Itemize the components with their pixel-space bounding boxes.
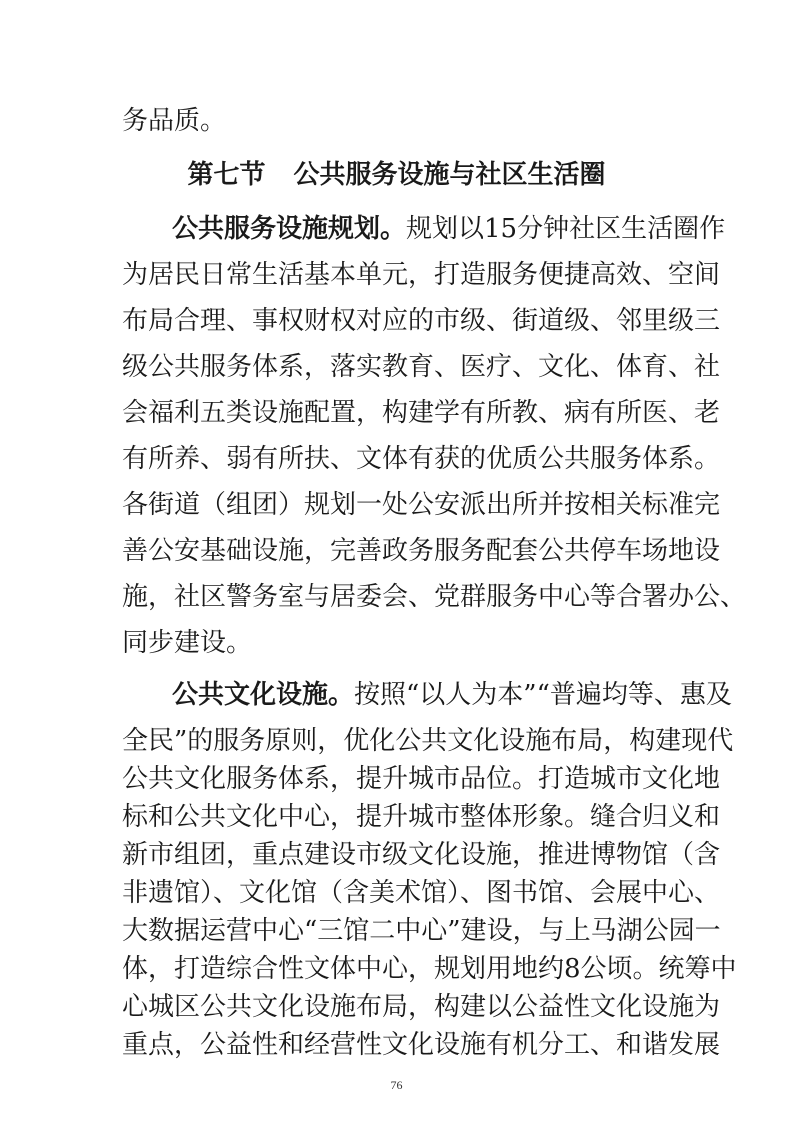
line-text: 布局合理、事权财权对应的市级、街道级、邻里级三 bbox=[122, 306, 721, 336]
text-line bbox=[122, 802, 721, 832]
text-line bbox=[122, 582, 747, 612]
text-line bbox=[122, 398, 721, 428]
line-text: 为居民日常生活基本单元，打造服务便捷高效、空间 bbox=[122, 260, 721, 290]
paragraph-lead: 公共服务设施规划。 bbox=[172, 214, 407, 244]
text-line bbox=[122, 954, 737, 984]
text-line bbox=[122, 764, 721, 794]
line-text: 善公安基础设施，完善政务服务配套公共停车场地设 bbox=[122, 536, 721, 566]
line-text: 级公共服务体系，落实教育、医疗、文化、体育、社 bbox=[122, 352, 721, 382]
text-line bbox=[122, 260, 721, 290]
section-title: 公共服务设施与社区生活圈 bbox=[293, 160, 606, 190]
line-text: 有所养、弱有所扶、文体有获的优质公共服务体系。 bbox=[122, 444, 721, 474]
line-text: 非遗馆）、文化馆（含美术馆）、图书馆、会展中心、 bbox=[122, 878, 721, 908]
line-text: 会福利五类设施配置，构建学有所教、病有所医、老 bbox=[122, 398, 721, 428]
section-heading bbox=[0, 160, 793, 190]
line-text: 标和公共文化中心，提升城市整体形象。缝合归义和 bbox=[122, 802, 721, 832]
text-line bbox=[122, 726, 734, 756]
text-line bbox=[122, 536, 721, 566]
line-text: 公共文化服务体系，提升城市品位。打造城市文化地 bbox=[122, 764, 721, 794]
text-line bbox=[122, 878, 721, 908]
paragraph-first-line bbox=[172, 214, 726, 244]
paragraph-first-line bbox=[172, 680, 732, 710]
paragraph-lead: 公共文化设施。 bbox=[172, 680, 355, 710]
text-line bbox=[122, 992, 721, 1022]
text-line bbox=[122, 106, 672, 136]
line-text: 按照“以人为本”“普遍均等、惠及 bbox=[354, 680, 732, 710]
text-line bbox=[122, 490, 721, 520]
line-text: 大数据运营中心“三馆二中心”建设，与上马湖公园一 bbox=[122, 916, 721, 946]
line-text: 心城区公共文化设施布局，构建以公益性文化设施为 bbox=[122, 992, 721, 1022]
section-number: 第七节 bbox=[187, 160, 266, 190]
text-line bbox=[122, 916, 721, 946]
text-line bbox=[122, 628, 672, 658]
line-text: 全民”的服务原则，优化公共文化设施布局，构建现代 bbox=[122, 726, 734, 756]
text-line bbox=[122, 1030, 721, 1060]
line-text: 规划以15分钟社区生活圈作 bbox=[406, 214, 726, 244]
line-text: 各街道（组团）规划一处公安派出所并按相关标准完 bbox=[122, 490, 721, 520]
text-line bbox=[122, 306, 721, 336]
page-number: 76 bbox=[390, 1078, 403, 1092]
text-line bbox=[122, 444, 721, 474]
line-text: 务品质。 bbox=[122, 106, 227, 136]
line-text: 体，打造综合性文体中心，规划用地约8公顷。统筹中 bbox=[122, 954, 737, 984]
text-line bbox=[122, 352, 721, 382]
line-text: 施，社区警务室与居委会、党群服务中心等合署办公、 bbox=[122, 582, 747, 612]
text-line bbox=[122, 840, 721, 870]
line-text: 同步建设。 bbox=[122, 628, 253, 658]
line-text: 新市组团，重点建设市级文化设施，推进博物馆（含 bbox=[122, 840, 721, 870]
line-text: 重点，公益性和经营性文化设施有机分工、和谐发展 bbox=[122, 1030, 721, 1060]
